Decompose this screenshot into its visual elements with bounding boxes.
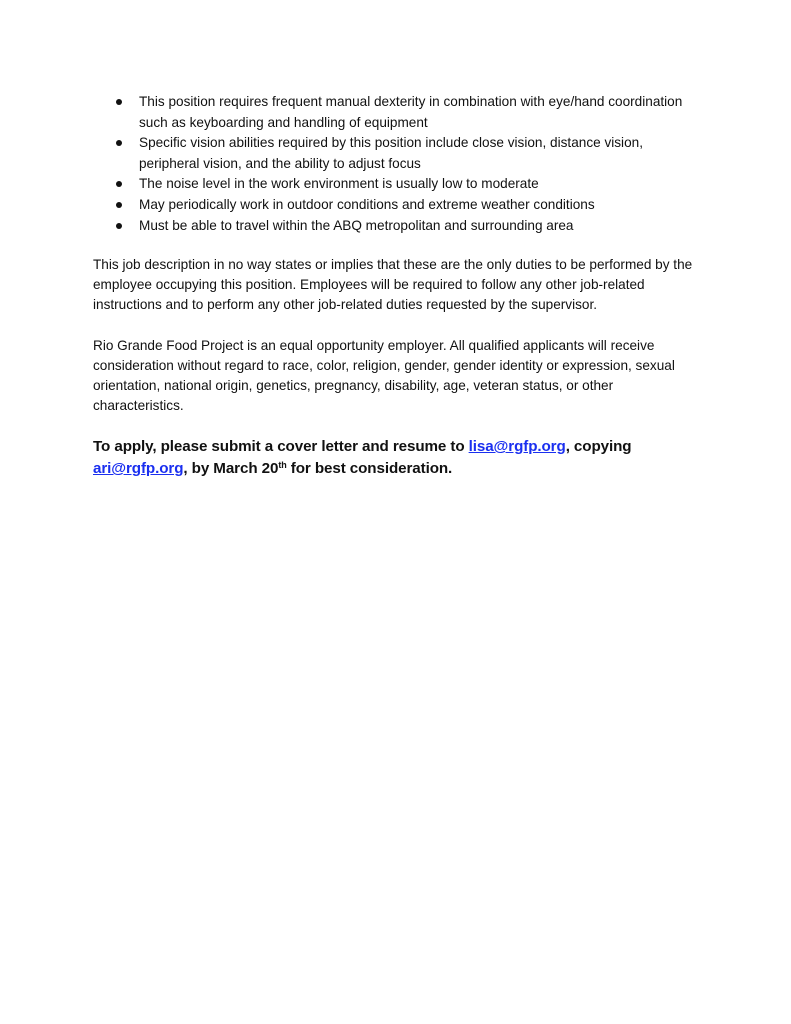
requirement-text: The noise level in the work environment is usually low to moderate xyxy=(139,176,539,192)
bullet-icon xyxy=(116,140,122,146)
requirement-text: Must be able to travel within the ABQ metropolitan and surrounding area xyxy=(139,217,574,233)
requirement-text: This position requires frequent manual dexterity in combination with eye/hand coordination such as keyboarding and handling of equipment xyxy=(139,94,683,130)
document-page xyxy=(93,92,699,480)
bullet-icon xyxy=(116,223,122,229)
bullet-icon xyxy=(116,99,122,105)
ordinal-suffix: th xyxy=(278,460,287,471)
bullet-icon xyxy=(116,202,122,208)
list-item xyxy=(93,92,699,133)
apply-deadline: , by March 20 xyxy=(183,460,279,478)
requirement-text: May periodically work in outdoor conditions and extreme weather conditions xyxy=(139,196,595,212)
requirements-list xyxy=(93,92,699,236)
list-item xyxy=(93,174,699,195)
list-item xyxy=(93,216,699,237)
list-item xyxy=(93,133,699,174)
apply-intro: To apply, please submit a cover letter and resume to xyxy=(93,438,469,456)
disclaimer-paragraph: This job description in no way states or implies that these are the only duties to be performed by the employee occupying this position. Employees will be required to follow any other job-related instructions and to perform any other job-related duties requested by the supervisor. xyxy=(93,257,693,313)
bullet-icon xyxy=(116,181,122,187)
requirement-text: Specific vision abilities required by this position include close vision, distance vision, peripheral vision, and the ability to adjust focus xyxy=(139,135,643,171)
eeo-paragraph: Rio Grande Food Project is an equal opportunity employer. All qualified applicants will receive consideration without regard to race, color, religion, gender, gender identity or expression, sexual orientation, national origin, genetics, pregnancy, disability, age, veteran status, or other characteristics. xyxy=(93,338,675,414)
apply-closing: for best consideration. xyxy=(286,460,453,478)
apply-instructions xyxy=(93,436,699,480)
email-link-cc[interactable]: ari@rgfp.org xyxy=(93,460,184,478)
list-item xyxy=(93,195,699,216)
email-link-primary[interactable]: lisa@rgfp.org xyxy=(468,438,566,456)
apply-copying: , copying xyxy=(565,438,632,456)
